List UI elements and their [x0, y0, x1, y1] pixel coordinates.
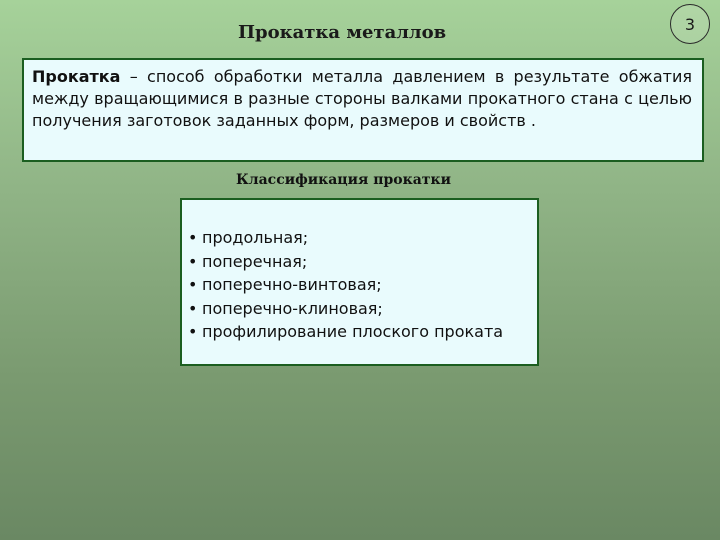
slide-title: Прокатка металлов	[238, 22, 447, 43]
list-item	[188, 297, 531, 321]
bullet-icon: •	[188, 322, 198, 341]
classification-heading: Классификация прокатки	[236, 172, 451, 188]
page-number-badge: 3	[670, 4, 710, 44]
list-item	[188, 250, 531, 274]
list-item-text: профилирование плоского проката	[202, 322, 504, 341]
bullet-icon: •	[188, 228, 198, 247]
definition-term: Прокатка	[32, 67, 121, 86]
list-item-text: поперечно-клиновая;	[202, 298, 383, 318]
bullet-icon: •	[188, 275, 198, 294]
list-item-text: поперечно-винтовая;	[202, 275, 382, 294]
bullet-icon: •	[188, 298, 198, 318]
definition-box	[22, 58, 704, 162]
list-item-text: продольная;	[202, 228, 309, 247]
definition-text: – способ обработки металла давлением в результате обжатия между вращающимися в разные стороны валками прокатного стана с целью получения заготовок заданных форм, размеров и свойств .	[32, 67, 692, 130]
bullet-icon: •	[188, 251, 198, 271]
classification-box	[180, 198, 539, 366]
list-item	[188, 273, 531, 297]
list-item-text: поперечная;	[202, 251, 308, 271]
list-item	[188, 226, 531, 250]
list-item	[188, 320, 531, 344]
classification-list	[188, 226, 531, 344]
